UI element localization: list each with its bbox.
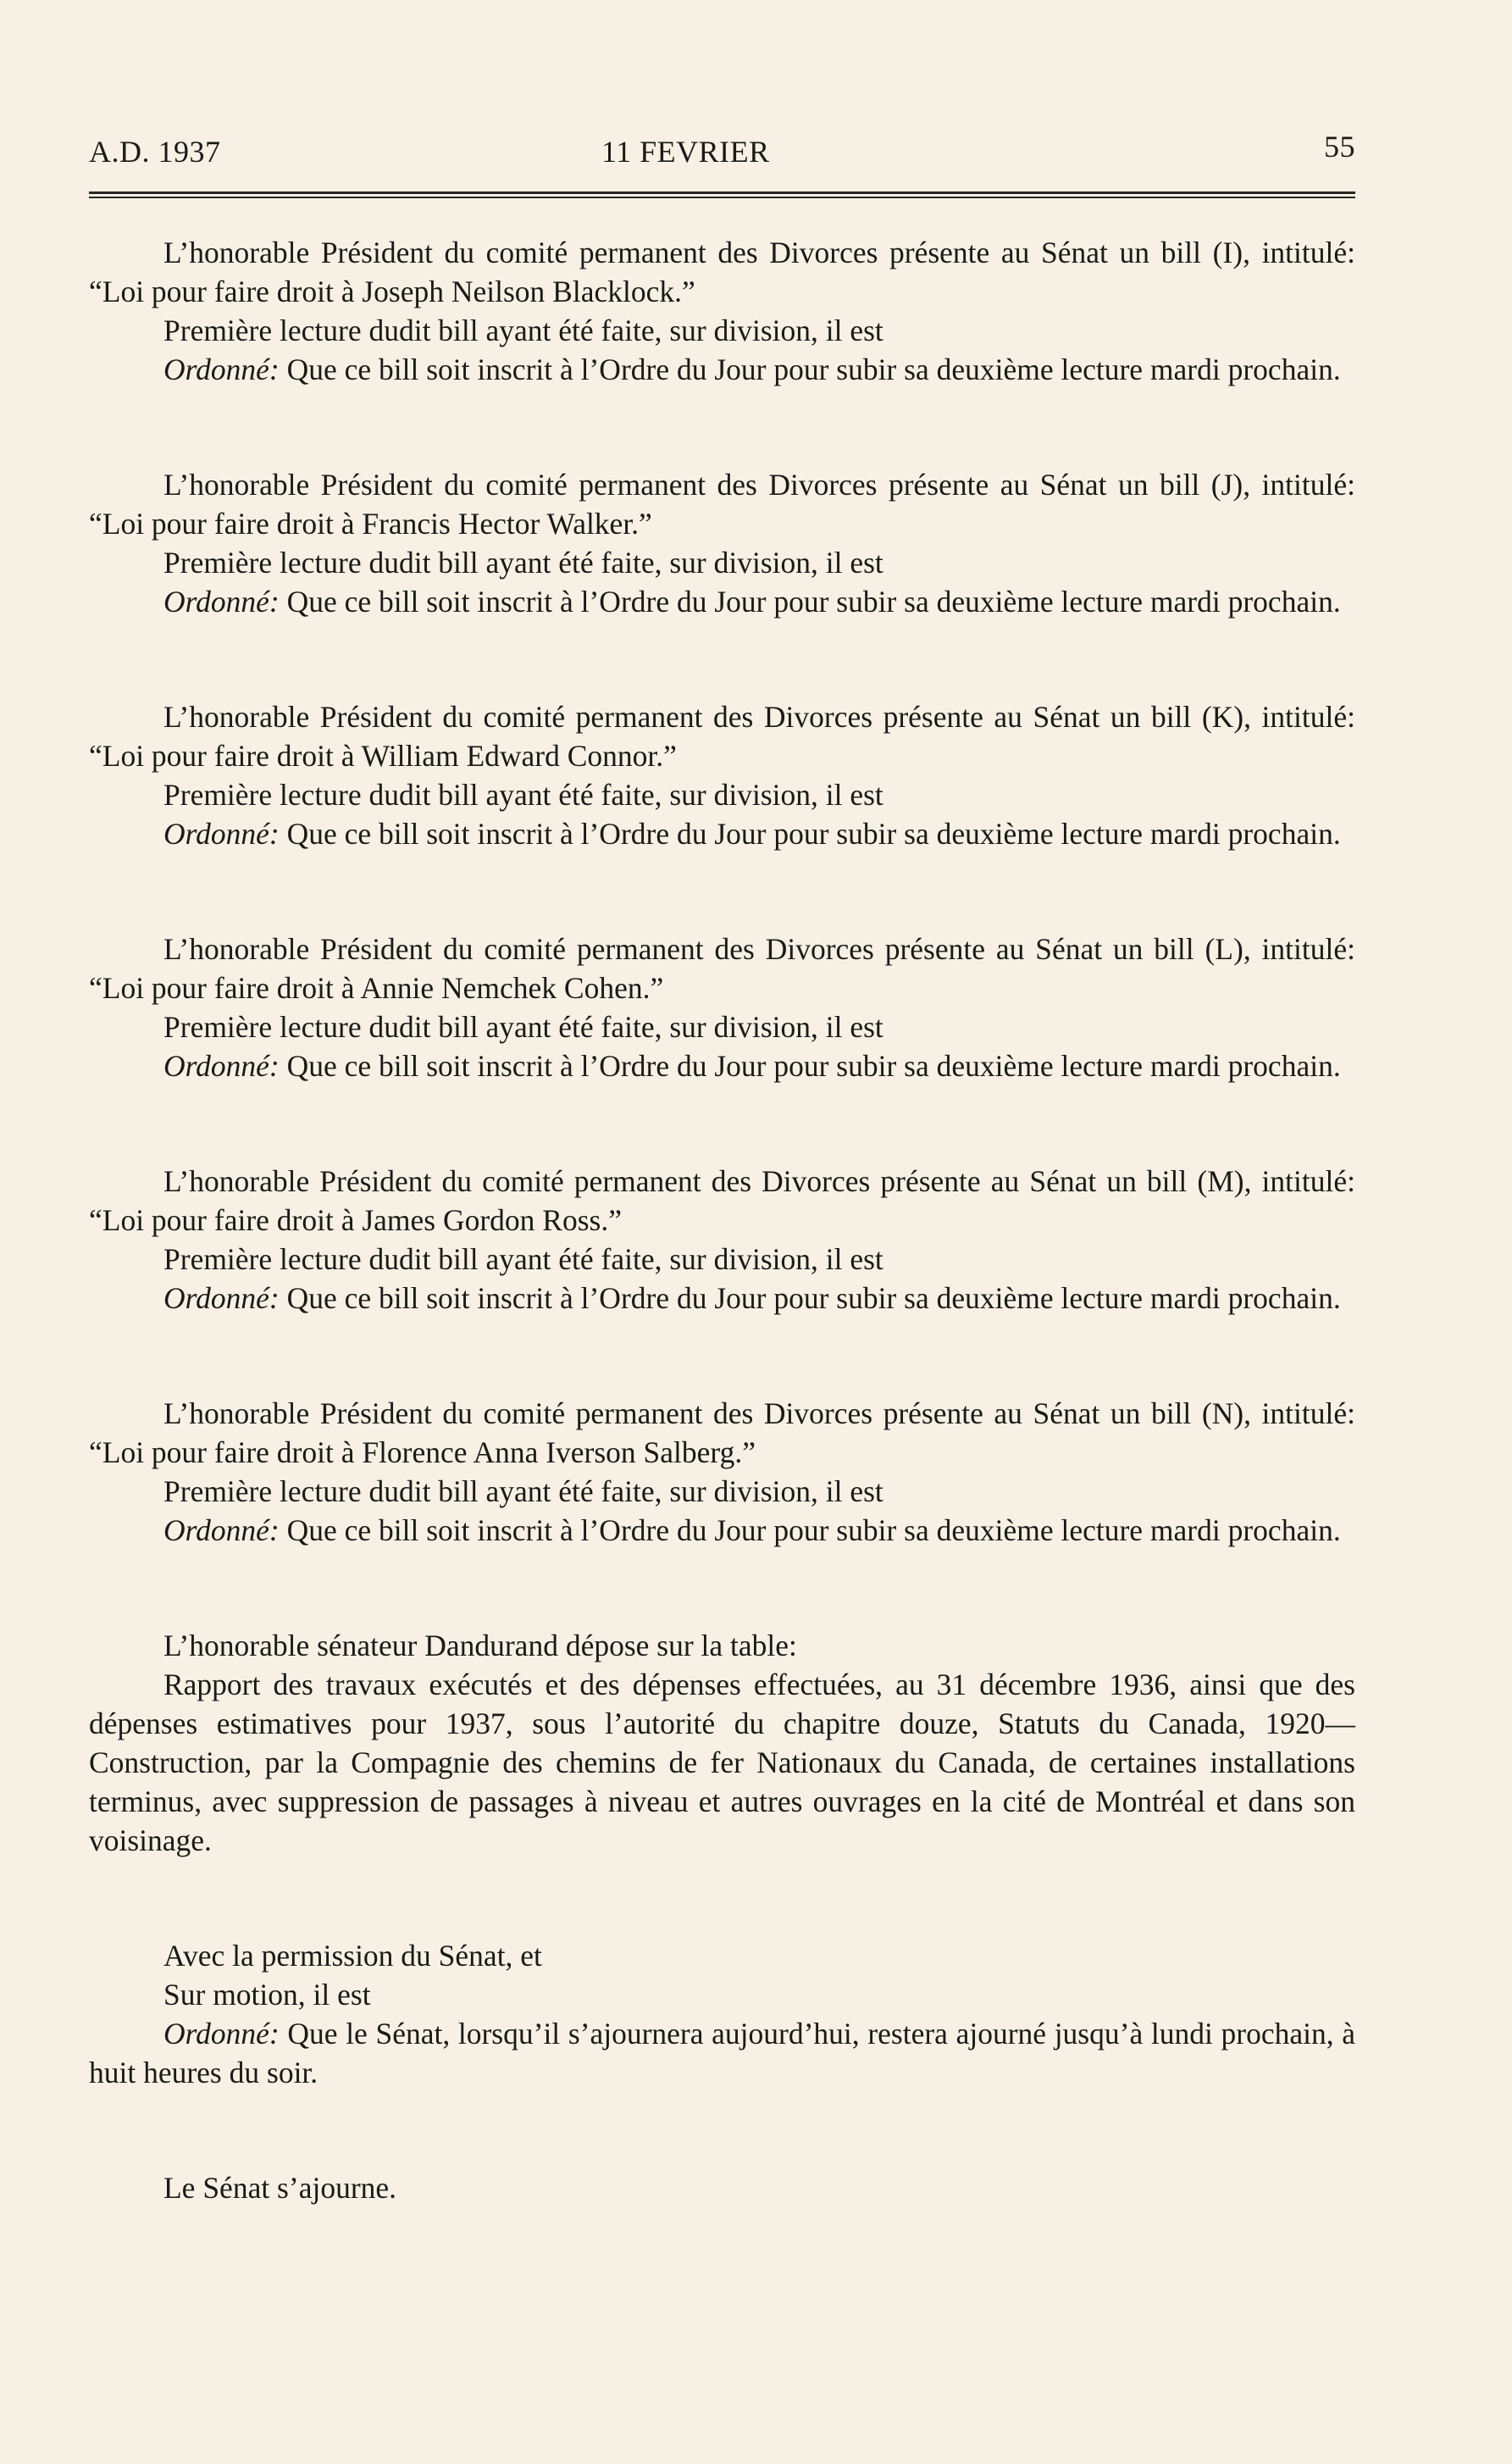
bill-report: L’honorable Président du comité permanent des Divorces présente au Sénat un bill (N), intitulé: “Loi pour faire droit à Florence Anna Iverson Salberg.” bbox=[89, 1396, 1355, 1469]
bill-entry bbox=[89, 1394, 1355, 1550]
motion-line: Sur motion, il est bbox=[163, 1978, 371, 2012]
page-body bbox=[89, 233, 1355, 2207]
ordonne-paragraph bbox=[89, 2014, 1355, 2092]
ordonne-text: Que ce bill soit inscrit à l’Ordre du Jour pour subir sa deuxième lecture mardi prochain. bbox=[279, 1513, 1341, 1547]
ordonne-text: Que ce bill soit inscrit à l’Ordre du Jour pour subir sa deuxième lecture mardi prochain. bbox=[279, 1049, 1341, 1083]
tabled-report: Rapport des travaux exécutés et des dépenses effectuées, au 31 décembre 1936, ainsi que des dépenses estimatives pour 1937, sous l’autorité du chapitre douze, Statuts du Canada, 1920—Construction, par la Compagnie des chemins de fer Nationaux du Canada, de certaines installations terminus, avec suppression de passages à niveau et autres ouvrages en la cité de Montréal et dans son voisinage. bbox=[89, 1668, 1355, 1857]
bill-report: L’honorable Président du comité permanent des Divorces présente au Sénat un bill (M), intitulé: “Loi pour faire droit à James Gordon Ross.” bbox=[89, 1164, 1355, 1237]
first-reading: Première lecture dudit bill ayant été faite, sur division, il est bbox=[163, 546, 883, 580]
bill-report: L’honorable Président du comité permanent des Divorces présente au Sénat un bill (J), intitulé: “Loi pour faire droit à Francis Hector Walker.” bbox=[89, 468, 1355, 541]
bill-entry bbox=[89, 1162, 1355, 1318]
ordonne-label: Ordonné: bbox=[163, 1513, 280, 1547]
bill-entry bbox=[89, 697, 1355, 853]
ordonne-paragraph bbox=[89, 1511, 1355, 1550]
ordonne-paragraph bbox=[89, 814, 1355, 853]
ordonne-text: Que le Sénat, lorsqu’il s’ajournera aujourd’hui, restera ajourné jusqu’à lundi prochain, à huit heures du soir. bbox=[89, 2017, 1355, 2089]
ordonne-label: Ordonné: bbox=[163, 585, 280, 619]
first-reading: Première lecture dudit bill ayant été faite, sur division, il est bbox=[163, 1010, 883, 1044]
ordonne-paragraph bbox=[89, 1279, 1355, 1318]
ordonne-label: Ordonné: bbox=[163, 1281, 280, 1315]
header-year: A.D. 1937 bbox=[89, 135, 221, 169]
ordonne-label: Ordonné: bbox=[163, 2017, 280, 2051]
adjournment-motion-entry bbox=[89, 1936, 1355, 2092]
closing-entry bbox=[89, 2168, 1355, 2207]
bill-report: L’honorable Président du comité permanent des Divorces présente au Sénat un bill (K), intitulé: “Loi pour faire droit à William Edward Connor.” bbox=[89, 700, 1355, 773]
ordonne-text: Que ce bill soit inscrit à l’Ordre du Jour pour subir sa deuxième lecture mardi prochain. bbox=[279, 585, 1341, 619]
ordonne-paragraph bbox=[89, 350, 1355, 389]
ordonne-label: Ordonné: bbox=[163, 1049, 280, 1083]
ordonne-paragraph bbox=[89, 1046, 1355, 1085]
ordonne-label: Ordonné: bbox=[163, 817, 280, 851]
tabled-document-entry bbox=[89, 1626, 1355, 1860]
first-reading: Première lecture dudit bill ayant été faite, sur division, il est bbox=[163, 778, 883, 812]
rule-thick-line bbox=[89, 191, 1355, 194]
bill-entry bbox=[89, 233, 1355, 389]
adjournment-line: Le Sénat s’ajourne. bbox=[163, 2171, 397, 2205]
bill-entry bbox=[89, 930, 1355, 1085]
rule-thin-line bbox=[89, 197, 1355, 198]
header-double-rule bbox=[89, 191, 1355, 199]
ordonne-label: Ordonné: bbox=[163, 352, 280, 386]
first-reading: Première lecture dudit bill ayant été faite, sur division, il est bbox=[163, 314, 883, 347]
ordonne-text: Que ce bill soit inscrit à l’Ordre du Jour pour subir sa deuxième lecture mardi prochain. bbox=[279, 1281, 1341, 1315]
ordonne-paragraph bbox=[89, 582, 1355, 621]
running-header bbox=[89, 130, 1355, 176]
bill-report: L’honorable Président du comité permanent des Divorces présente au Sénat un bill (L), intitulé: “Loi pour faire droit à Annie Nemchek Cohen.” bbox=[89, 932, 1355, 1005]
bill-entry bbox=[89, 465, 1355, 621]
page-number: 55 bbox=[1324, 130, 1355, 164]
ordonne-text: Que ce bill soit inscrit à l’Ordre du Jour pour subir sa deuxième lecture mardi prochain. bbox=[279, 352, 1341, 386]
tabled-intro: L’honorable sénateur Dandurand dépose sur la table: bbox=[163, 1629, 797, 1662]
first-reading: Première lecture dudit bill ayant été faite, sur division, il est bbox=[163, 1474, 883, 1508]
ordonne-text: Que ce bill soit inscrit à l’Ordre du Jour pour subir sa deuxième lecture mardi prochain. bbox=[279, 817, 1341, 851]
first-reading: Première lecture dudit bill ayant été faite, sur division, il est bbox=[163, 1242, 883, 1276]
bill-report: L’honorable Président du comité permanent des Divorces présente au Sénat un bill (I), intitulé: “Loi pour faire droit à Joseph Neilson Blacklock.” bbox=[89, 236, 1355, 308]
permission-line: Avec la permission du Sénat, et bbox=[163, 1939, 542, 1973]
header-date: 11 FEVRIER bbox=[601, 135, 770, 169]
